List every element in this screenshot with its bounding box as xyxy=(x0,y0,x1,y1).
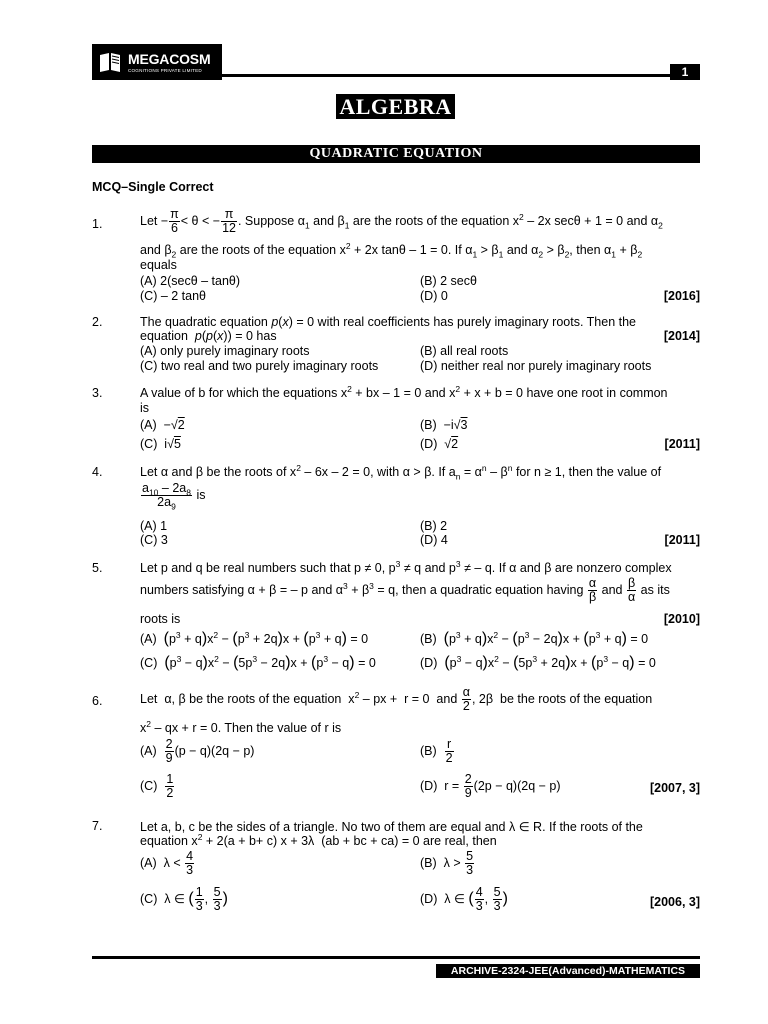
q2-option-c: (C) two real and two purely imaginary roots xyxy=(140,359,379,373)
q7-line1: Let a, b, c be the sides of a triangle. No two of them are equal and λ ∈ R. If the roots of the xyxy=(140,820,643,834)
q7-option-c: (C) λ ∈ ( $\frac{1}{3}$ , $\frac{5}{3}$ ) xyxy=(140,885,228,914)
page-number: 1 xyxy=(670,64,700,80)
q4-number: 4. xyxy=(92,465,103,479)
q2-line2: equation p(p(x)) = 0 has xyxy=(140,329,277,343)
q3-line2: is xyxy=(140,401,150,415)
q6-line2: $x^2$ – qx + r = 0. Then the value of r is xyxy=(140,718,342,735)
q7-option-a: (A) λ < $\frac{4}{3}$ xyxy=(140,849,194,878)
q4-option-a: (A) 1 xyxy=(140,519,168,533)
q4-fraction: $\frac{a_{10} - 2a_8}{2a_9}$ is xyxy=(142,481,206,512)
q2-line1: The quadratic equation p(x) = 0 with real coefficients has purely imaginary roots. Then the xyxy=(140,315,637,329)
q4-option-c: (C) 3 xyxy=(140,533,168,547)
q5-option-d: (D) $(p^3 - q)x^2 - (5p^3 + 2q)x + (p^3 - q) = 0$ xyxy=(420,653,656,671)
book-logo-icon xyxy=(98,50,122,74)
q1-line1: Let − $\frac{\pi}{6}$ < θ < − $\frac{\pi}{12}$ . Suppose $\alpha_1$ and $\beta_1$ are the roots of the equation $x^2 - 2x$ secθ + 1 = 0 and $\alpha_2$ xyxy=(140,207,663,236)
q5-option-c: (C) $(p^3 - q)x^2 - (5p^3 - 2q)x + (p^3 - q) = 0$ xyxy=(140,653,376,671)
q1-option-a: (A) 2(secθ – tanθ) xyxy=(140,274,241,288)
q1-option-d: (D) 0 xyxy=(420,289,448,303)
q6-line1: Let α, β be the roots of the equation $x^2$ – px + r = 0 and $\frac{\alpha}{2}$ , 2β be the roots of the equation xyxy=(140,685,653,714)
q5-number: 5. xyxy=(92,561,103,575)
logo-name: MEGACOSM xyxy=(128,51,211,67)
question-type-heading: MCQ–Single Correct xyxy=(92,180,214,194)
q6-number: 6. xyxy=(92,694,103,708)
q6-option-c: (C) $\frac{1}{2}$ xyxy=(140,772,174,801)
q1-line3: equals xyxy=(140,258,177,272)
q1-number: 1. xyxy=(92,217,103,231)
q2-option-d: (D) neither real nor purely imaginary roots xyxy=(420,359,652,373)
q1-option-b: (B) 2 secθ xyxy=(420,274,477,288)
q1-line2: and $\beta_2$ are the roots of the equation $x^2 + 2x$ tanθ – 1 = 0. If $\alpha_1 > \beta_1$ and $\alpha_2 > \beta_2$, then $\alpha_1 + \beta_2$ xyxy=(140,240,643,260)
q1-option-c: (C) – 2 tanθ xyxy=(140,289,207,303)
header-rule xyxy=(222,74,700,77)
q3-option-d: (D) √2 xyxy=(420,437,459,451)
q6-year: [2007, 3] xyxy=(649,781,700,795)
q5-year: [2010] xyxy=(663,612,700,626)
q4-option-b: (B) 2 xyxy=(420,519,448,533)
q4-line1: Let α and β be the roots of $x^2 - 6x - 2 = 0$, with α > β. If $a_n = \alpha^n - \beta^n$ for n ≥ 1, then the value of xyxy=(140,462,662,482)
q2-year: [2014] xyxy=(663,329,700,343)
q3-option-b: (B) −i√3 xyxy=(420,418,468,432)
q7-line2: equation $x^2 + 2(a + b+ c) x + 3\lambda$ (ab + bc + ca) = 0 are real, then xyxy=(140,831,497,848)
q4-year: [2011] xyxy=(664,533,700,547)
q5-option-b: (B) $(p^3 + q)x^2 - (p^3 - 2q)x + (p^3 + q) = 0$ xyxy=(420,629,649,647)
q7-option-d: (D) λ ∈ ( $\frac{4}{3}$ , $\frac{5}{3}$ ) xyxy=(420,885,508,914)
q5-line1: Let p and q be real numbers such that p ≠ 0, $p^3 \ne q$ and $p^3$ ≠ – q. If α and β are nonzero complex xyxy=(140,558,672,575)
q2-option-a: (A) only purely imaginary roots xyxy=(140,344,310,358)
q3-year: [2011] xyxy=(664,437,700,451)
q7-number: 7. xyxy=(92,819,103,833)
footer-rule xyxy=(92,956,700,959)
footer-archive-label: ARCHIVE-2324-JEE(Advanced)-MATHEMATICS xyxy=(436,964,700,978)
q5-line3: roots is xyxy=(140,612,181,626)
q6-option-b: (B) $\frac{r}{2}$ xyxy=(420,737,453,766)
page-title: ALGEBRA xyxy=(336,94,455,119)
q2-number: 2. xyxy=(92,315,103,329)
q2-option-b: (B) all real roots xyxy=(420,344,509,358)
q3-option-c: (C) i√5 xyxy=(140,437,181,451)
q6-option-d: (D) r = $\frac{2}{9}$ (2p − q)(2q − p) xyxy=(420,772,561,801)
q7-year: [2006, 3] xyxy=(649,895,700,909)
section-title: QUADRATIC EQUATION xyxy=(92,145,700,163)
q5-option-a: (A) $(p^3 + q)x^2 - (p^3 + 2q)x + (p^3 + q) = 0$ xyxy=(140,629,369,647)
q6-option-a: (A) $\frac{2}{9}$ (p − q)(2q − p) xyxy=(140,737,255,766)
q7-option-b: (B) λ > $\frac{5}{3}$ xyxy=(420,849,474,878)
company-logo xyxy=(92,44,222,80)
q5-line2: numbers satisfying α + β = – p and $\alpha^3 + \beta^3 = q$, then a quadratic equation having $\frac{\alpha}{\beta}$ and $\frac{\beta}{\alpha}$ as its xyxy=(140,576,670,605)
q3-option-a: (A) −√2 xyxy=(140,418,185,432)
logo-subtitle: COGNITIONS PRIVATE LIMITED xyxy=(128,68,202,73)
q3-number: 3. xyxy=(92,386,103,400)
q3-line1: A value of b for which the equations $x^2$ + bx – 1 = 0 and $x^2 + x + b = 0$ have one root in common xyxy=(140,383,668,400)
q4-option-d: (D) 4 xyxy=(420,533,448,547)
q1-year: [2016] xyxy=(663,289,700,303)
